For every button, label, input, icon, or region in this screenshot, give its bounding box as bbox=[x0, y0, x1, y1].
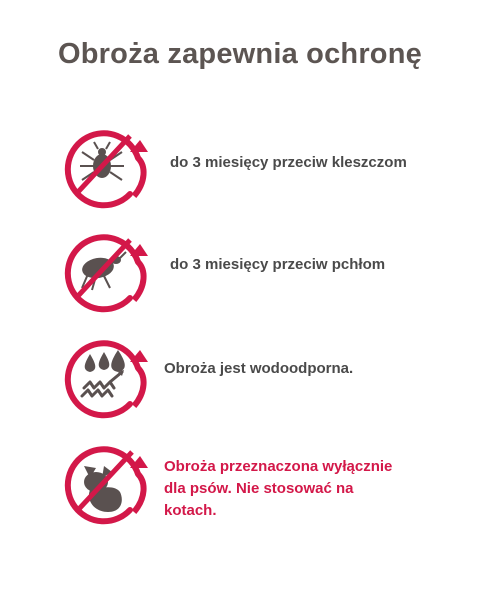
feature-label: do 3 miesięcy przeciw pchłom bbox=[170, 256, 386, 273]
feature-item-not-for-cats bbox=[0, 438, 480, 538]
water-drops-icon bbox=[64, 332, 160, 422]
feature-item-waterproof bbox=[0, 332, 480, 432]
feature-label: do 3 miesięcy przeciw kleszczom bbox=[170, 154, 407, 171]
feature-label: Obroża jest wodoodporna. bbox=[164, 360, 354, 377]
feature-item-ticks bbox=[0, 122, 480, 222]
tick-crossed-icon bbox=[64, 122, 160, 212]
warning-label: Obroża przeznaczona wyłącznie dla psów. Nie stosować na kotach. bbox=[164, 458, 393, 519]
feature-item-fleas bbox=[0, 226, 480, 326]
cat-crossed-icon bbox=[64, 438, 160, 528]
flea-crossed-icon bbox=[64, 226, 160, 316]
page-title: Obroża zapewnia ochronę bbox=[58, 38, 422, 70]
